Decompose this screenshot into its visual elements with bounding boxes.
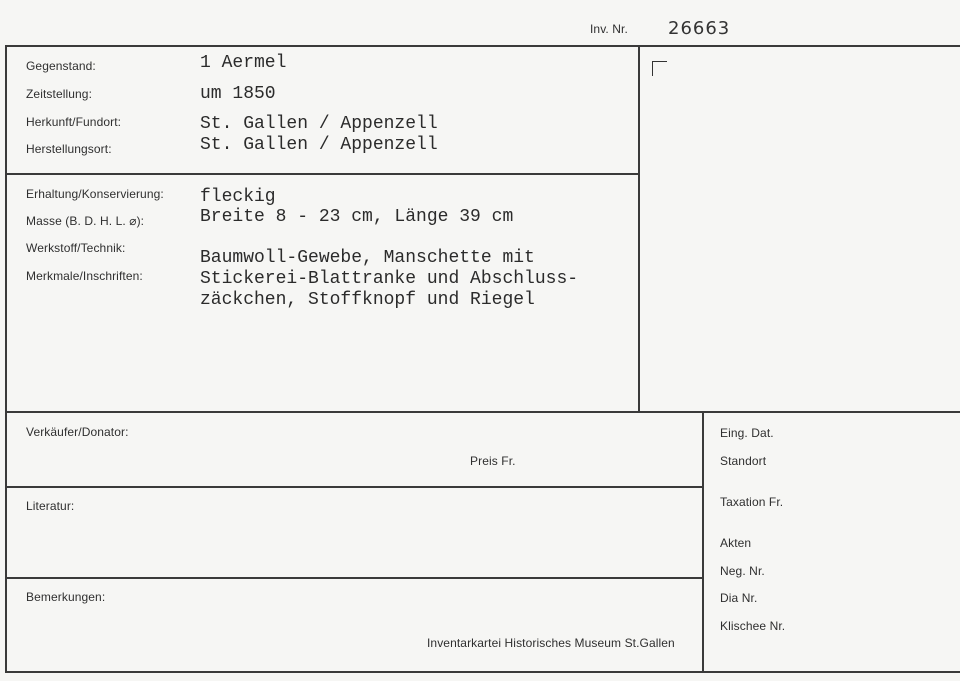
section-divider-1 [5,173,639,175]
bottom-rule [5,671,960,673]
masse-value: Breite 8 - 23 cm, Länge 39 cm [200,207,514,227]
description-line-2: Stickerei-Blattranke und Abschluss- [200,269,579,289]
dia-nr-label: Dia Nr. [720,591,758,605]
standort-label: Standort [720,454,767,468]
description-line-1: Baumwoll-Gewebe, Manschette mit [200,248,535,268]
zeitstellung-label: Zeitstellung: [26,87,92,101]
herstellungsort-value: St. Gallen / Appenzell [200,135,438,155]
zeitstellung-value: um 1850 [200,84,276,104]
lower-vertical-divider [702,411,704,672]
section-divider-3 [5,486,703,488]
gegenstand-value: 1 Aermel [200,53,287,73]
herkunft-value: St. Gallen / Appenzell [200,114,438,134]
werkstoff-label: Werkstoff/Technik: [26,241,126,255]
klischee-nr-label: Klischee Nr. [720,619,786,633]
gegenstand-label: Gegenstand: [26,59,96,73]
photo-corner-mark [652,61,667,76]
eing-dat-label: Eing. Dat. [720,426,774,440]
section-divider-4 [5,577,703,579]
erhaltung-label: Erhaltung/Konservierung: [26,187,164,201]
neg-nr-label: Neg. Nr. [720,564,765,578]
description-line-3: zäckchen, Stoffknopf und Riegel [200,290,535,310]
merkmale-label: Merkmale/Inschriften: [26,269,143,283]
section-divider-2 [5,411,960,413]
masse-label: Masse (B. D. H. L. ⌀): [26,214,145,228]
taxation-label: Taxation Fr. [720,495,784,509]
bemerkungen-label: Bemerkungen: [26,590,106,604]
card-footer: Inventarkartei Historisches Museum St.Gallen [427,636,675,650]
akten-label: Akten [720,536,752,550]
inv-number-value: 26663 [668,18,731,39]
preis-label: Preis Fr. [470,454,516,468]
herkunft-label: Herkunft/Fundort: [26,115,122,129]
herstellungsort-label: Herstellungsort: [26,142,112,156]
upper-vertical-divider [638,45,640,412]
erhaltung-value: fleckig [200,187,276,207]
inv-number-label: Inv. Nr. [590,22,628,36]
literatur-label: Literatur: [26,499,75,513]
verkaeufer-label: Verkäufer/Donator: [26,425,129,439]
top-rule [5,45,960,47]
